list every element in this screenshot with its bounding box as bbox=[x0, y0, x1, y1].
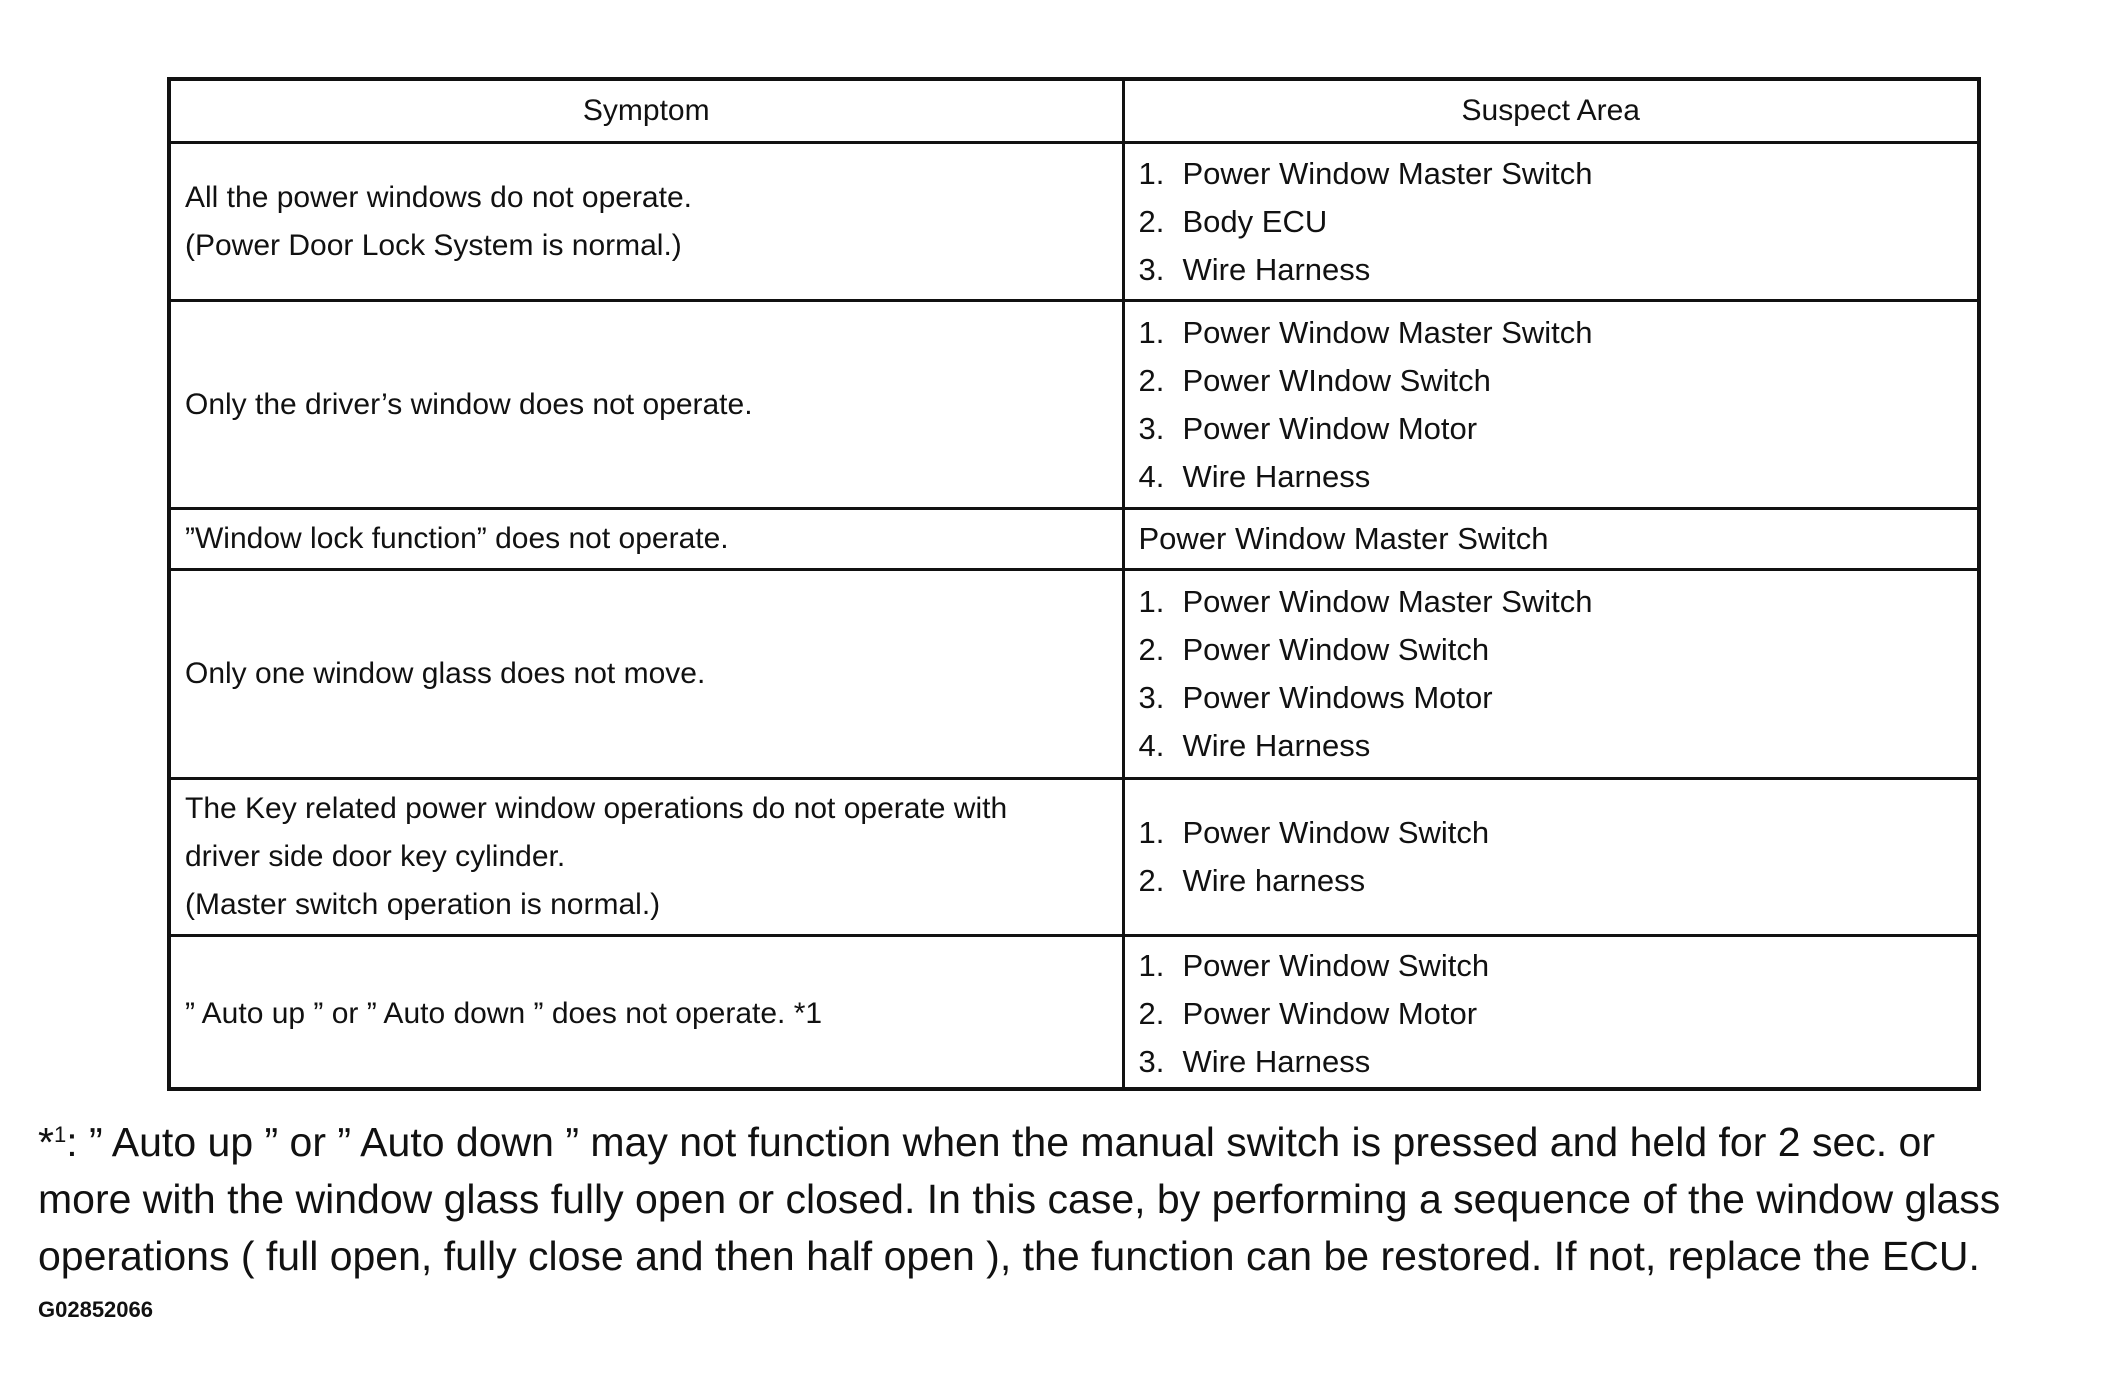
symptom-cell bbox=[171, 509, 1123, 570]
suspect-area-column-header: Suspect Area bbox=[1123, 81, 1977, 143]
suspect-text: Wire Harness bbox=[1182, 1043, 1371, 1079]
item-number: 4. bbox=[1138, 458, 1165, 494]
footnote-line: operations ( full open, fully close and then half open ), the function can be restored. If not, replace the ECU. bbox=[38, 1233, 1980, 1279]
suspect-text: Power Windows Motor bbox=[1182, 680, 1493, 715]
suspect-item bbox=[1139, 198, 1964, 246]
suspect-item bbox=[1139, 309, 1964, 357]
suspect-item bbox=[1139, 674, 1964, 722]
symptom-text: The Key related power window operations do not operate with bbox=[185, 792, 1008, 825]
suspect-item bbox=[1139, 405, 1964, 453]
suspect-item bbox=[1139, 626, 1964, 674]
suspect-text: Power WIndow Switch bbox=[1182, 362, 1491, 398]
symptom-cell bbox=[171, 301, 1123, 509]
table-row bbox=[171, 509, 1977, 570]
symptom-text: (Master switch operation is normal.) bbox=[185, 888, 661, 921]
table-header-row bbox=[171, 81, 1977, 143]
suspect-text: Power Window Master Switch bbox=[1138, 521, 1549, 556]
symptom-column-header: Symptom bbox=[171, 81, 1123, 143]
suspect-text: Power Window Switch bbox=[1182, 815, 1490, 850]
suspect-list bbox=[1139, 809, 1964, 905]
suspect-text: Power Window Switch bbox=[1182, 947, 1490, 983]
suspect-text: Wire Harness bbox=[1182, 458, 1371, 494]
suspect-area-cell bbox=[1123, 301, 1977, 509]
suspect-item bbox=[1139, 857, 1964, 905]
suspect-item bbox=[1139, 150, 1964, 198]
item-number: 3. bbox=[1138, 680, 1165, 715]
item-number: 1. bbox=[1138, 584, 1165, 619]
suspect-item bbox=[1139, 357, 1964, 405]
suspect-text: Wire Harness bbox=[1182, 728, 1371, 763]
symptom-text: ”Window lock function” does not operate. bbox=[185, 522, 729, 555]
suspect-text: Power Window Switch bbox=[1182, 632, 1490, 667]
item-number: 2. bbox=[1138, 362, 1165, 398]
item-number: 2. bbox=[1138, 203, 1165, 239]
diagnosis-table-container bbox=[167, 77, 1981, 1091]
suspect-text: Wire Harness bbox=[1182, 251, 1371, 287]
footnote-asterisk: * bbox=[38, 1119, 54, 1165]
item-number: 4. bbox=[1138, 728, 1165, 763]
symptom-cell bbox=[171, 570, 1123, 779]
suspect-text: Wire harness bbox=[1182, 863, 1366, 898]
item-number: 1. bbox=[1138, 314, 1165, 350]
suspect-list bbox=[1139, 150, 1964, 294]
suspect-text: Power Window Master Switch bbox=[1182, 155, 1593, 191]
table-row bbox=[171, 301, 1977, 509]
suspect-list bbox=[1139, 309, 1964, 501]
symptom-cell bbox=[171, 936, 1123, 1091]
suspect-area-cell bbox=[1123, 779, 1977, 936]
suspect-text: Power Window Master Switch bbox=[1182, 314, 1593, 350]
footnote-marker bbox=[38, 1119, 66, 1165]
table-row bbox=[171, 936, 1977, 1091]
suspect-item bbox=[1139, 1038, 1964, 1086]
suspect-text: Power Window Motor bbox=[1182, 995, 1478, 1031]
suspect-area-cell bbox=[1123, 936, 1977, 1091]
suspect-area-cell bbox=[1123, 570, 1977, 779]
item-number: 2. bbox=[1138, 995, 1165, 1031]
suspect-list bbox=[1139, 578, 1964, 770]
table-row bbox=[171, 570, 1977, 779]
footnote-line: more with the window glass fully open or closed. In this case, by performing a sequence of the window glass bbox=[38, 1176, 2001, 1222]
footnote bbox=[38, 1106, 2108, 1285]
symptom-text: (Power Door Lock System is normal.) bbox=[185, 228, 682, 262]
symptom-text: Only one window glass does not move. bbox=[185, 657, 706, 690]
item-number: 3. bbox=[1138, 1043, 1165, 1079]
symptom-cell bbox=[171, 143, 1123, 301]
symptom-text: All the power windows do not operate. bbox=[185, 180, 692, 214]
suspect-item bbox=[1139, 942, 1964, 990]
item-number: 2. bbox=[1138, 632, 1165, 667]
suspect-text: Power Window Master Switch bbox=[1182, 584, 1593, 619]
figure-id: G02852066 bbox=[38, 1297, 153, 1322]
item-number: 1. bbox=[1138, 815, 1165, 850]
symptom-text: ” Auto up ” or ” Auto down ” does not operate. *1 bbox=[185, 996, 823, 1030]
symptom-cell bbox=[171, 779, 1123, 936]
suspect-item bbox=[1139, 722, 1964, 770]
item-number: 1. bbox=[1138, 155, 1165, 191]
suspect-text: Body ECU bbox=[1182, 203, 1328, 239]
table-row bbox=[171, 779, 1977, 936]
footnote-superscript: 1 bbox=[53, 1122, 67, 1147]
suspect-list bbox=[1139, 942, 1964, 1086]
suspect-text: Power Window Motor bbox=[1182, 410, 1478, 446]
symptom-text: Only the driver’s window does not operate. bbox=[185, 387, 753, 421]
suspect-item bbox=[1139, 990, 1964, 1038]
suspect-item bbox=[1139, 453, 1964, 501]
suspect-area-cell bbox=[1123, 143, 1977, 301]
symptom-text: driver side door key cylinder. bbox=[185, 840, 566, 873]
footnote-text: : ” Auto up ” or ” Auto down ” may not function when the manual switch is pressed and held for 2 sec. or bbox=[66, 1119, 1935, 1165]
suspect-area-cell bbox=[1123, 509, 1977, 570]
footnote-line bbox=[38, 1106, 2108, 1171]
problem-symptoms-table bbox=[171, 81, 1977, 1091]
item-number: 2. bbox=[1138, 863, 1165, 898]
item-number: 1. bbox=[1138, 947, 1165, 983]
table-row bbox=[171, 143, 1977, 301]
item-number: 3. bbox=[1138, 251, 1165, 287]
suspect-item bbox=[1139, 246, 1964, 294]
suspect-item bbox=[1139, 578, 1964, 626]
item-number: 3. bbox=[1138, 410, 1165, 446]
suspect-item bbox=[1139, 809, 1964, 857]
